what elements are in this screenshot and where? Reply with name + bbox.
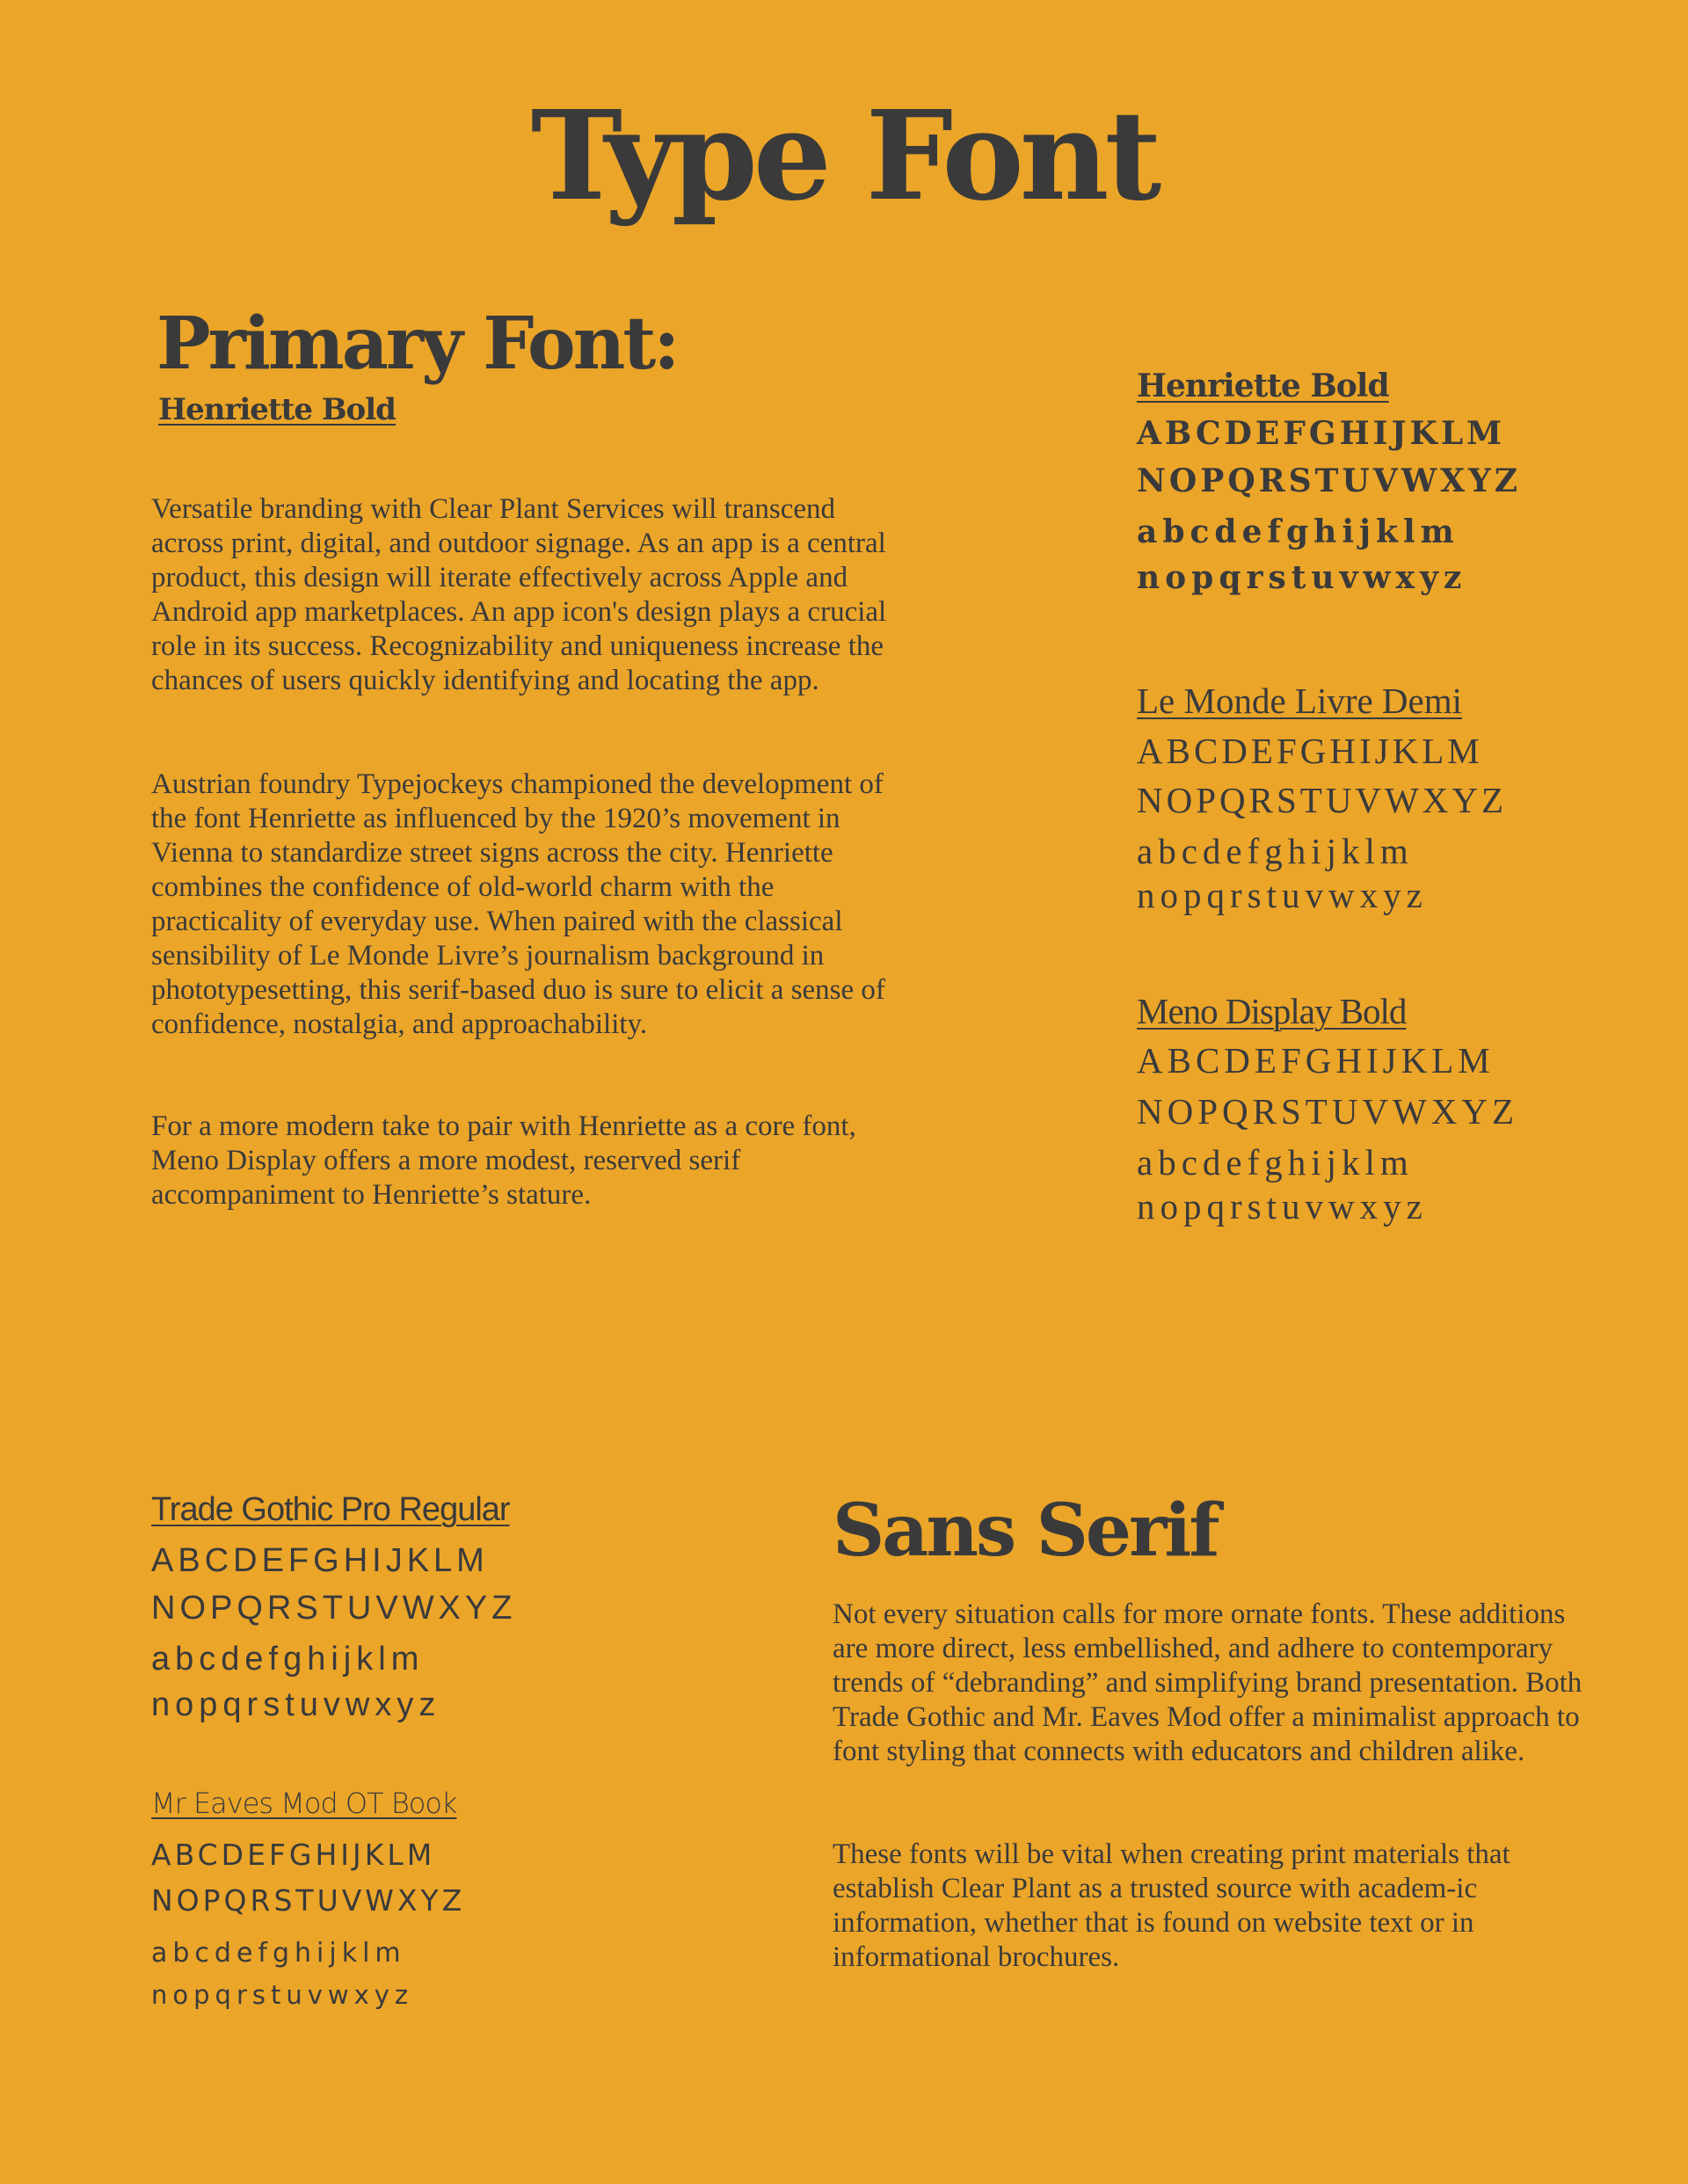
specimen-name: Mr Eaves Mod OT Book xyxy=(151,1787,457,1820)
specimen-lowercase-2: nopqrstuvwxyz xyxy=(151,1686,441,1723)
primary-paragraph-3: For a more modern take to pair with Henriette as a core font, Meno Display offers a more modest, reserved serif accompaniment to Henriette’s stature. xyxy=(151,1110,856,1211)
specimen-uppercase-2: NOPQRSTUVWXYZ xyxy=(1137,780,1507,820)
primary-font-name: Henriette Bold xyxy=(158,392,396,427)
specimen-uppercase-2: NOPQRSTUVWXYZ xyxy=(1137,1091,1518,1132)
page-title: Type Font xyxy=(530,84,1158,229)
specimen-lowercase-2: nopqrstuvwxyz xyxy=(1137,1186,1428,1227)
specimen-uppercase-2: NOPQRSTUVWXYZ xyxy=(1137,462,1522,499)
specimen-uppercase-2: NOPQRSTUVWXYZ xyxy=(151,1883,466,1918)
specimen-lowercase-1: abcdefghijklm xyxy=(1137,831,1414,871)
specimen-lowercase-1: abcdefghijklm xyxy=(151,1938,406,1969)
specimen-name: Trade Gothic Pro Regular xyxy=(151,1491,510,1528)
sans-serif-paragraph-1: Not every situation calls for more ornate fonts. These additions are more direct, less embellished, and adhere to contemporary trends of “debranding” and simplifying brand presentation. Both Trade Gothic and Mr. Eaves Mod offer a minimalist approach to font styling that connects with educators and children alike. xyxy=(833,1598,1582,1767)
specimen-lowercase-2: nopqrstuvwxyz xyxy=(151,1980,414,2010)
specimen-uppercase-1: ABCDEFGHIJKLM xyxy=(151,1542,489,1579)
specimen-lowercase-2: nopqrstuvwxyz xyxy=(1137,559,1467,596)
sans-serif-heading: Sans Serif xyxy=(833,1489,1218,1573)
specimen-name: Le Monde Livre Demi xyxy=(1137,681,1463,721)
specimen-lowercase-1: abcdefghijklm xyxy=(1137,513,1459,550)
specimen-lowercase-1: abcdefghijklm xyxy=(151,1641,425,1678)
specimen-uppercase-2: NOPQRSTUVWXYZ xyxy=(151,1590,517,1627)
primary-paragraph-1: Versatile branding with Clear Plant Services will transcend across print, digital, and outdoor signage. As an app is a central product, this design will iterate effectively across Apple and Android app marketplaces. An app icon's design plays a crucial role in its success. Recognizability and uniqueness increase the chances of users quickly identifying and locating the app. xyxy=(151,493,887,696)
specimen-name: Meno Display Bold xyxy=(1137,991,1407,1031)
specimen-lowercase-1: abcdefghijklm xyxy=(1137,1142,1414,1183)
sans-serif-paragraph-2: These fonts will be vital when creating print materials that establish Clear Plant as a trusted source with academ-ic information, whether that is found on website text or in informational brochures. xyxy=(833,1838,1510,1973)
specimen-uppercase-1: ABCDEFGHIJKLM xyxy=(1137,415,1505,452)
specimen-uppercase-1: ABCDEFGHIJKLM xyxy=(1137,1040,1495,1081)
specimen-uppercase-1: ABCDEFGHIJKLM xyxy=(1137,731,1483,771)
specimen-lowercase-2: nopqrstuvwxyz xyxy=(1137,875,1428,915)
primary-font-heading: Primary Font: xyxy=(156,302,678,386)
specimen-name: Henriette Bold xyxy=(1137,368,1389,404)
specimen-uppercase-1: ABCDEFGHIJKLM xyxy=(151,1838,436,1872)
primary-paragraph-2: Austrian foundry Typejockeys championed the development of the font Henriette as influenced by the 1920’s movement in Vienna to standardize street signs across the city. Henriette combines the confidence of old-world charm with the practicality of everyday use. When paired with the classical sensibility of Le Monde Livre’s journalism background in phototypesetting, this serif-based duo is sure to elicit a sense of confidence, nostalgia, and approachability. xyxy=(151,768,885,1040)
